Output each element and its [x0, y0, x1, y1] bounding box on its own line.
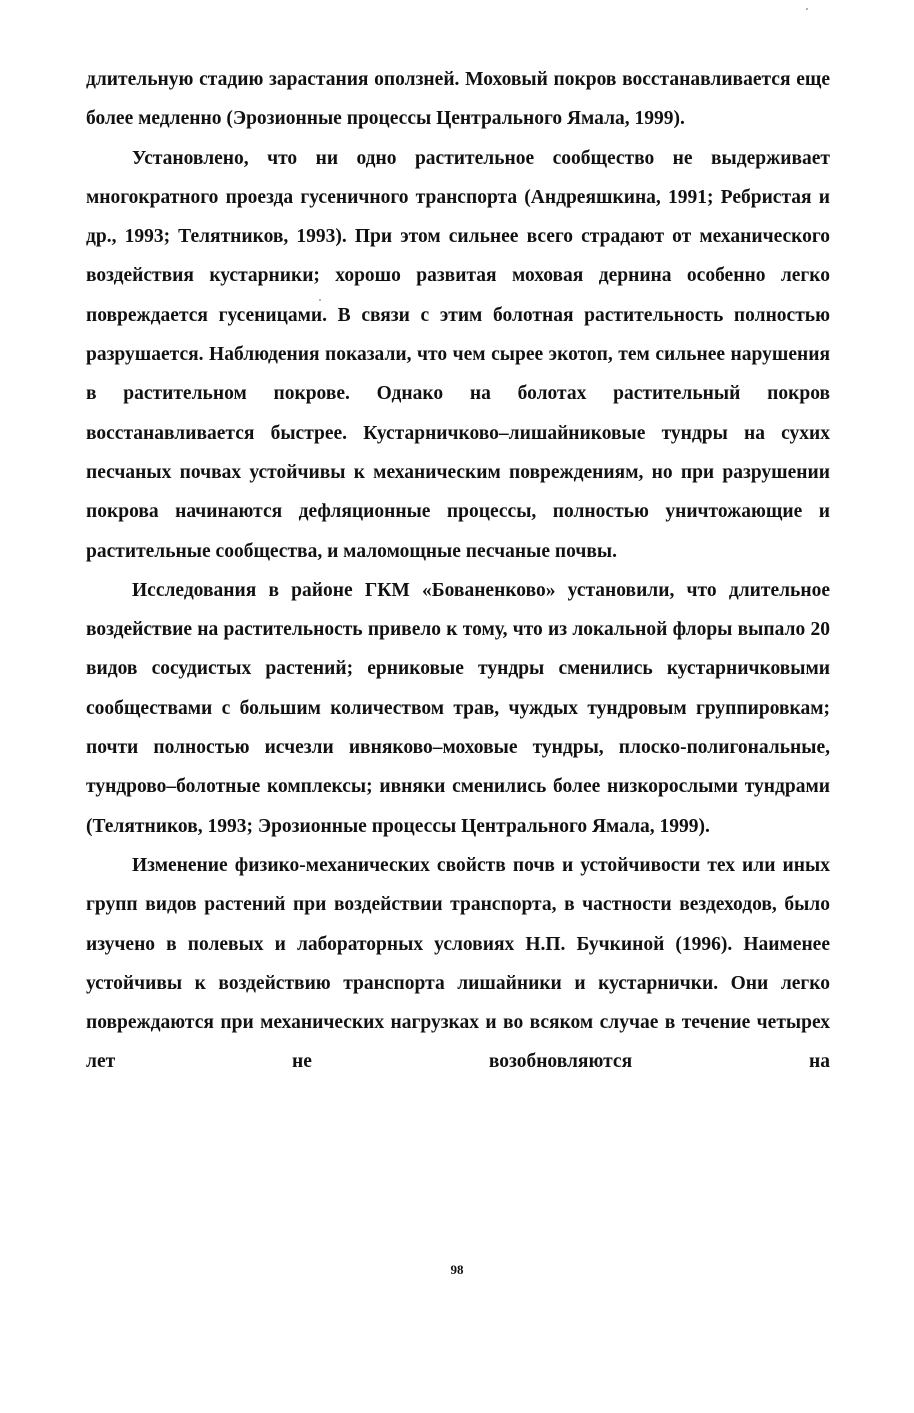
paragraph-2: Установлено, что ни одно растительное сообщество не выдерживает многократного проезда гусеничного транспорта (Андреяшкина, 1991; Ребристая и др., 1993; Телятников, 1993). При этом сильнее всего страдают от механического воздействия кустарники; хорошо развитая моховая дернина особенно легко повреждается гусеницами. В связи с этим болотная растительность полностью разрушается. Наблюдения показали, что чем сырее экотоп, тем сильнее нарушения в растительном покрове. Однако на болотах растительный покров восстанавливается быстрее. Кустарничково–лишайниковые тундры на сухих песчаных почвах устойчивы к механическим повреждениям, но при разрушении покрова начинаются дефляционные процессы, полностью уничтожающие и растительные сообщества, и маломощные песчаные почвы. [86, 147, 830, 562]
scan-speck [806, 8, 808, 10]
paragraph-4: Изменение физико-механических свойств почв и устойчивости тех или иных групп видов растений при воздействии транспорта, в частности вездеходов, было изучено в полевых и лабораторных условиях Н.П. Бучкиной (1996). Наименее устойчивы к воздействию транспорта лишайники и кустарнички. Они легко повреждаются при механических нагрузках и во всяком случае в течение четырех лет не возобновляются на [86, 854, 830, 1073]
paragraph-1: длительную стадию зарастания оползней. Моховый покров восстанавливается еще более медленно (Эрозионные процессы Центрального Ямала, 1999). [86, 69, 830, 130]
scan-speck [319, 299, 321, 301]
page-number: 98 [450, 1262, 464, 1277]
body-text [86, 60, 830, 1082]
paragraph-3: Исследования в районе ГКМ «Бованенково» установили, что длительное воздействие на растительность привело к тому, что из локальной флоры выпало 20 видов сосудистых растений; ерниковые тундры сменились кустарничковыми сообществами с большим количеством трав, чуждых тундровым группировкам; почти полностью исчезли ивняково–моховые тундры, плоско-полигональные, тундрово–болотные комплексы; ивняки сменились более низкорослыми тундрами (Телятников, 1993; Эрозионные процессы Центрального Ямала, 1999). [86, 579, 830, 837]
